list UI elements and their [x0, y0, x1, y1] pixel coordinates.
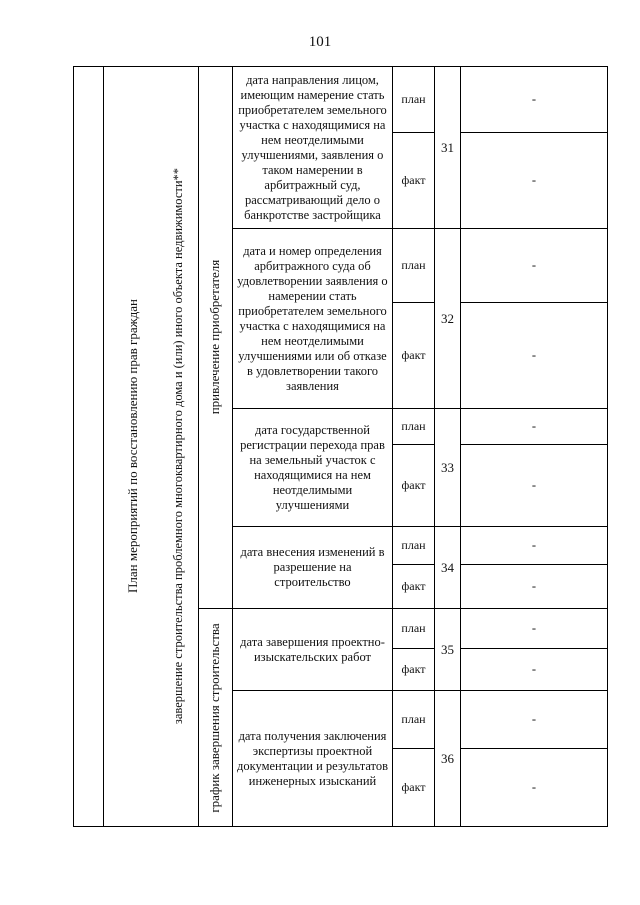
col2-title: завершение строительства проблемного многоквартирного дома и (или) иного объекта недвижимости**: [171, 167, 185, 725]
row-33-description: дата государственной регистрации перехода прав на земельный участок с находящимися на нем неотделимыми улучшениями: [240, 422, 385, 512]
row-31-description: дата направления лицом, имеющим намерение стать приобретателем земельного участка с находящимися на нем неотделимыми улучшениями, заявления о таком намерении в арбитражный суд, рассматривающий дело о банкротстве застройщика: [238, 72, 387, 222]
row-34-fact-value: -: [531, 579, 537, 593]
row-34-plan-value: -: [531, 538, 537, 552]
row-36-plan-value: -: [531, 712, 537, 726]
group-title-schedule: график завершения строительства: [207, 623, 222, 813]
row-32-number: 32: [441, 311, 454, 326]
row-31-number: 31: [441, 140, 454, 155]
row-34-fact-label: факт: [401, 579, 426, 593]
row-31-plan-label: план: [401, 92, 426, 106]
row-31-plan-value: -: [531, 92, 537, 106]
row-35-fact-label: факт: [401, 662, 426, 676]
row-33-fact-label: факт: [401, 478, 426, 492]
row-36-fact-label: факт: [401, 780, 426, 794]
row-34-number: 34: [441, 560, 454, 575]
row-35-description: дата завершения проектно-изыскательских работ: [240, 634, 385, 664]
row-32-fact-value: -: [531, 348, 537, 362]
group-title-acquirer: привлечение приобретателя: [207, 259, 222, 415]
row-31-fact-label: факт: [401, 173, 426, 187]
row-36-plan-label: план: [401, 712, 426, 726]
row-35-plan-label: план: [401, 621, 426, 635]
row-32-fact-label: факт: [401, 348, 426, 362]
row-36-fact-value: -: [531, 780, 537, 794]
row-34-plan-label: план: [401, 538, 426, 552]
row-33-plan-label: план: [401, 419, 426, 433]
row-34-description: дата внесения изменений в разрешение на строительство: [240, 545, 385, 589]
row-33-plan-value: -: [531, 419, 537, 433]
row-36-number: 36: [441, 751, 454, 766]
page-number: 101: [308, 34, 332, 50]
row-31-fact-value: -: [531, 173, 537, 187]
row-35-plan-value: -: [531, 621, 537, 635]
row-36-description: дата получения заключения экспертизы проектной документации и результатов инженерных изысканий: [237, 728, 388, 788]
col1-title: План мероприятий по восстановлению прав граждан: [125, 299, 140, 593]
row-32-plan-value: -: [531, 258, 537, 272]
row-35-number: 35: [441, 642, 454, 657]
row-35-fact-value: -: [531, 662, 537, 676]
row-33-number: 33: [441, 460, 454, 475]
row-33-fact-value: -: [531, 478, 537, 492]
row-32-plan-label: план: [401, 258, 426, 272]
row-32-description: дата и номер определения арбитражного суда об удовлетворении заявления о намерении стать приобретателем земельного участка с находящимися на нем неотделимыми улучшениями или об отказе в удовлетворении такого заявления: [237, 243, 388, 393]
